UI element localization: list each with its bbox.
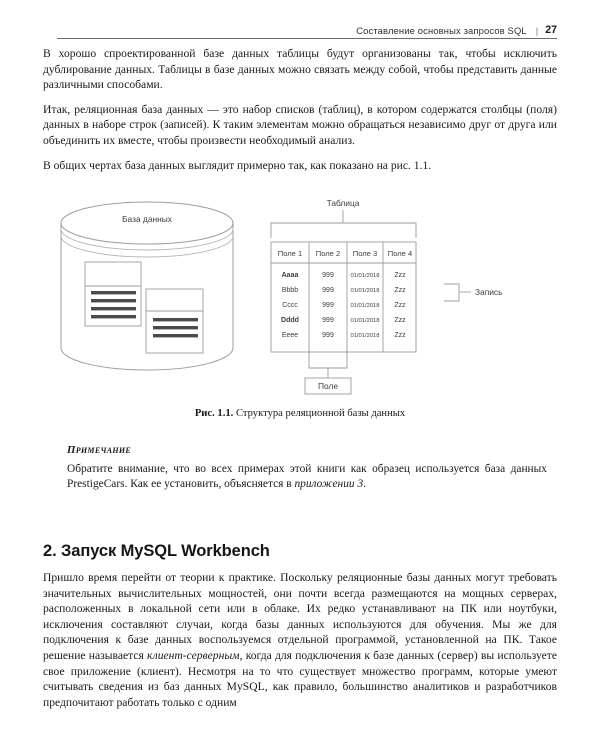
table-cell: 999 [322,287,334,294]
page-number: 27 [545,24,557,36]
figure-caption-text: Структура реляционной базы данных [233,408,406,419]
table-cell: 999 [322,272,334,279]
table-cell: 999 [322,332,334,339]
table-cell: 999 [322,302,334,309]
table-col-header-1: Поле 1 [277,249,303,258]
section-heading: 2. Запуск MySQL Workbench [43,541,270,560]
paragraph-4-part2: , когда для подключения к базе данных (сервер) вы используете свое приложение (клиент). Несмотря на то что существует множество программ, которые умеют считывать сведения из баз данных MySQL, как правило, большинство аналитиков и разработчиков предпочитают работать только с одним [43,648,557,709]
table-cell: Zzz [394,272,406,279]
table-cell: 01/01/2018 [350,333,380,339]
table-cell: 01/01/2018 [350,303,380,309]
table-callout-label: Таблица [326,198,360,208]
table-cell: 01/01/2018 [350,318,380,324]
figure-1-1 [43,196,557,396]
table-cell: 01/01/2018 [350,273,380,279]
paragraph-4 [43,570,557,710]
running-head [57,16,557,39]
running-head-title: Составление основных запросов SQL [356,25,527,36]
table-cell: Aaaa [281,272,299,279]
paragraph-1: В хорошо спроектированной базе данных таблицы будут организованы так, чтобы исключить дублирование данных. Таблицы в базе данных можно связать между собой, чтобы представить данные различными способами. [43,47,557,92]
table-cell: Bbbb [281,287,299,294]
note-text-after: . [363,478,367,491]
paragraph-4-italic: клиент-серверным [147,648,240,662]
table-cell: Dddd [281,317,299,324]
figure-caption [43,408,557,419]
data-table [271,242,416,352]
record-callout-label: Запись [475,287,503,297]
table-cell: 999 [322,317,334,324]
note-title: Примечание [67,444,132,456]
table-cell: Zzz [394,302,406,309]
note-text-before: Обратите внимание, что во всех примерах этой книги как образец используется база данных PrestigeCars. Как ее установить, объясняется в [67,463,547,491]
paragraph-2: Итак, реляционная база данных — это набор списков (таблиц), в котором содержатся столбцы (поля) данных в наборе строк (записей). К таким элементам можно обращаться независимо друг от друга или объединить их вместе, чтобы произвести необходимый анализ. [43,102,557,147]
body-text-block-bottom [43,570,557,710]
table-cell: 01/01/2018 [350,288,380,294]
table-cell: Eeee [281,332,299,339]
table-cell: Zzz [394,332,406,339]
note-block [67,444,547,493]
note-text-italic: приложении 3 [294,478,364,491]
figure-diagram [43,196,557,396]
field-callout-label: Поле [317,381,339,391]
table-col-header-2: Поле 2 [315,249,341,258]
running-head-separator: | [535,25,539,36]
field-callout [305,352,351,394]
mini-table-b [146,289,203,353]
body-text-block-top [43,46,557,173]
record-callout [444,284,503,301]
table-callout [271,198,416,238]
table-cell: Zzz [394,317,406,324]
table-col-header-3: Поле 3 [352,249,378,258]
note-body [67,462,547,493]
figure-caption-number: Рис. 1.1. [194,408,234,419]
mini-table-a [85,262,141,326]
table-cell: Cccc [282,302,298,309]
paragraph-4-part1: Пришло время перейти от теории к практике. Поскольку реляционные базы данных могут требовать значительных вычислительных мощностей, они почти всегда размещаются на мощных серверах, расположенных в локальной сети или в облаке. Их редко устанавливают на ПК или ноутбуки, исключения составляют случаи, когда базы данных используются для обучения. Мы же для подключения к базе данных воспользуемся отдельной программой, установленной на ПК. Такое решение называется [43,571,557,662]
table-cell: Zzz [394,287,406,294]
database-cylinder [61,202,233,370]
paragraph-3: В общих чертах база данных выглядит примерно так, как показано на рис. 1.1. [43,158,432,172]
cylinder-label: База данных [122,214,172,224]
table-col-header-4: Поле 4 [387,249,413,258]
